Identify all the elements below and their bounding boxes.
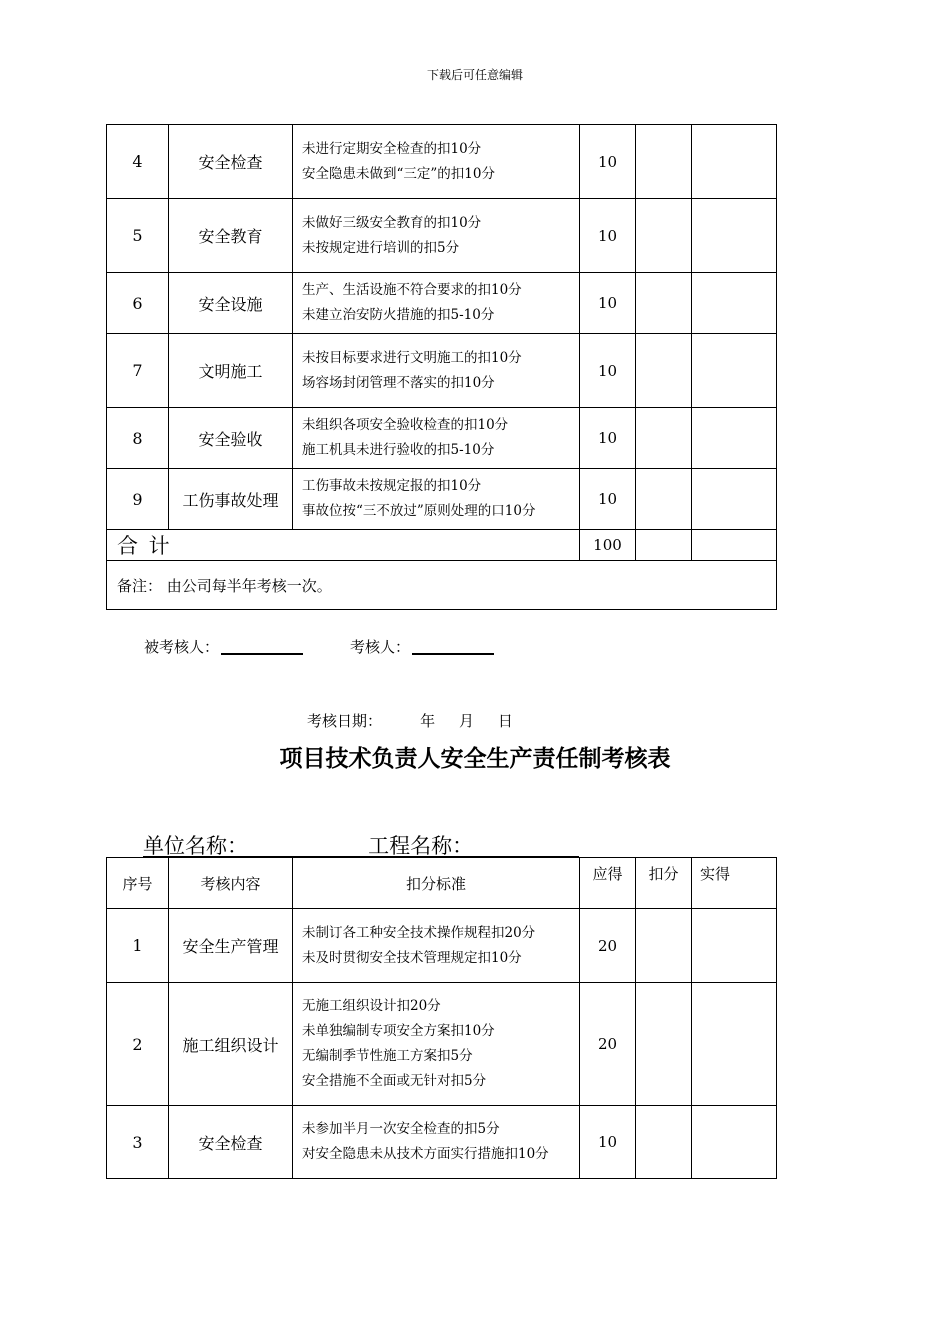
- deduction-rules: [293, 983, 580, 1106]
- rule-line: 未建立治安防火措施的扣5-10分: [302, 307, 495, 323]
- due-score: 10: [580, 1106, 636, 1179]
- deduction-rules: [293, 273, 580, 334]
- rule-line: 生产、生活设施不符合要求的扣10分: [302, 282, 522, 298]
- table-row: [107, 1106, 777, 1179]
- examiner-label: 考核人：: [350, 638, 411, 656]
- rule-line: 场容场封闭管理不落实的扣10分: [302, 374, 495, 391]
- assessment-table: [106, 857, 777, 1179]
- assessment-date: 考核日期： 年 月 日: [307, 712, 513, 730]
- note-row: [107, 561, 777, 610]
- row-number: 1: [107, 909, 169, 983]
- deduct-cell[interactable]: [636, 909, 692, 983]
- actual-cell[interactable]: [692, 334, 777, 408]
- rule-line: 未制订各工种安全技术操作规程扣20分: [302, 924, 536, 941]
- table-row: [107, 909, 777, 983]
- rule-line: 未及时贯彻安全技术管理规定扣10分: [302, 949, 522, 966]
- due-score: 10: [580, 199, 636, 273]
- header-item: 考核内容: [169, 858, 293, 909]
- deduct-cell[interactable]: [636, 983, 692, 1106]
- total-label: 合 计: [107, 530, 580, 561]
- assessment-item: 安全检查: [169, 1106, 293, 1179]
- row-number: 7: [107, 334, 169, 408]
- row-number: 4: [107, 125, 169, 199]
- rule-line: 未做好三级安全教育的扣10分: [302, 214, 482, 231]
- due-score: 10: [580, 125, 636, 199]
- actual-cell[interactable]: [692, 1106, 777, 1179]
- assessment-item: 安全教育: [169, 199, 293, 273]
- assessment-item: 施工组织设计: [169, 983, 293, 1106]
- rule-line: 施工机具未进行验收的扣5-10分: [302, 442, 495, 458]
- assessment-item: 工伤事故处理: [169, 469, 293, 530]
- row-number: 8: [107, 408, 169, 469]
- deduction-rules: [293, 199, 580, 273]
- actual-cell[interactable]: [692, 125, 777, 199]
- deduction-rules: [293, 469, 580, 530]
- total-score: 100: [580, 530, 636, 561]
- row-number: 3: [107, 1106, 169, 1179]
- examiner-signature: [350, 636, 494, 657]
- actual-cell[interactable]: [692, 273, 777, 334]
- examinee-label: 被考核人：: [144, 638, 220, 656]
- due-score: 10: [580, 334, 636, 408]
- table-row: [107, 199, 777, 273]
- table-row: [107, 334, 777, 408]
- table-row: [107, 469, 777, 530]
- row-number: 2: [107, 983, 169, 1106]
- rule-line: 未按目标要求进行文明施工的扣10分: [302, 349, 522, 366]
- deduct-cell[interactable]: [636, 199, 692, 273]
- due-score: 10: [580, 273, 636, 334]
- rule-line: 安全措施不全面或无针对扣5分: [302, 1073, 487, 1089]
- rule-line: 无施工组织设计扣20分: [302, 998, 441, 1014]
- actual-cell[interactable]: [692, 469, 777, 530]
- deduct-cell[interactable]: [636, 334, 692, 408]
- examinee-blank[interactable]: [221, 653, 303, 655]
- deduction-rules: [293, 909, 580, 983]
- deduction-rules: [293, 408, 580, 469]
- deduct-cell[interactable]: [636, 273, 692, 334]
- assessment-table-continued: [106, 124, 777, 610]
- actual-cell[interactable]: [692, 199, 777, 273]
- assessment-item: 安全设施: [169, 273, 293, 334]
- table-row: [107, 125, 777, 199]
- table-header-row: [107, 858, 777, 909]
- table-row: [107, 983, 777, 1106]
- rule-line: 对安全隐患未从技术方面实行措施扣10分: [302, 1146, 549, 1162]
- assessment-item: 安全检查: [169, 125, 293, 199]
- rule-line: 无编制季节性施工方案扣5分: [302, 1048, 473, 1064]
- deduct-cell[interactable]: [636, 408, 692, 469]
- deduction-rules: [293, 125, 580, 199]
- deduction-rules: [293, 334, 580, 408]
- rule-line: 安全隐患未做到“三定”的扣10分: [302, 165, 495, 182]
- page-title: 项目技术负责人安全生产责任制考核表: [279, 745, 671, 772]
- rule-line: 未单独编制专项安全方案扣10分: [302, 1023, 495, 1039]
- deduct-cell[interactable]: [636, 469, 692, 530]
- rule-line: 未按规定进行培训的扣5分: [302, 239, 460, 256]
- deduct-cell[interactable]: [636, 125, 692, 199]
- header-note: 下载后可任意编辑: [426, 68, 523, 82]
- row-number: 5: [107, 199, 169, 273]
- header-number: 序号: [107, 858, 169, 909]
- rule-line: 未参加半月一次安全检查的扣5分: [302, 1121, 500, 1137]
- total-deduct-cell[interactable]: [636, 530, 692, 561]
- header-due: 应得: [580, 858, 636, 909]
- deduct-cell[interactable]: [636, 1106, 692, 1179]
- table-row: [107, 408, 777, 469]
- total-actual-cell[interactable]: [692, 530, 777, 561]
- actual-cell[interactable]: [692, 983, 777, 1106]
- rule-line: 工伤事故未按规定报的扣10分: [302, 478, 482, 494]
- examiner-blank[interactable]: [412, 653, 494, 655]
- row-number: 9: [107, 469, 169, 530]
- header-rules: 扣分标准: [293, 858, 580, 909]
- due-score: 10: [580, 408, 636, 469]
- assessment-item: 安全验收: [169, 408, 293, 469]
- assessment-item: 文明施工: [169, 334, 293, 408]
- table-row: [107, 273, 777, 334]
- deduction-rules: [293, 1106, 580, 1179]
- actual-cell[interactable]: [692, 909, 777, 983]
- due-score: 20: [580, 909, 636, 983]
- remarks: 备注： 由公司每半年考核一次。: [107, 561, 777, 610]
- rule-line: 未进行定期安全检查的扣10分: [302, 140, 482, 157]
- unit-project-line: 单位名称： 工程名称：: [143, 830, 579, 857]
- total-row: [107, 530, 777, 561]
- due-score: 20: [580, 983, 636, 1106]
- row-number: 6: [107, 273, 169, 334]
- rule-line: 未组织各项安全验收检查的扣10分: [302, 417, 509, 433]
- assessment-item: 安全生产管理: [169, 909, 293, 983]
- due-score: 10: [580, 469, 636, 530]
- actual-cell[interactable]: [692, 408, 777, 469]
- examinee-signature: [144, 636, 303, 657]
- rule-line: 事故位按“三不放过”原则处理的口10分: [302, 503, 536, 519]
- header-actual: 实得: [692, 858, 777, 909]
- header-deduct: 扣分: [636, 858, 692, 909]
